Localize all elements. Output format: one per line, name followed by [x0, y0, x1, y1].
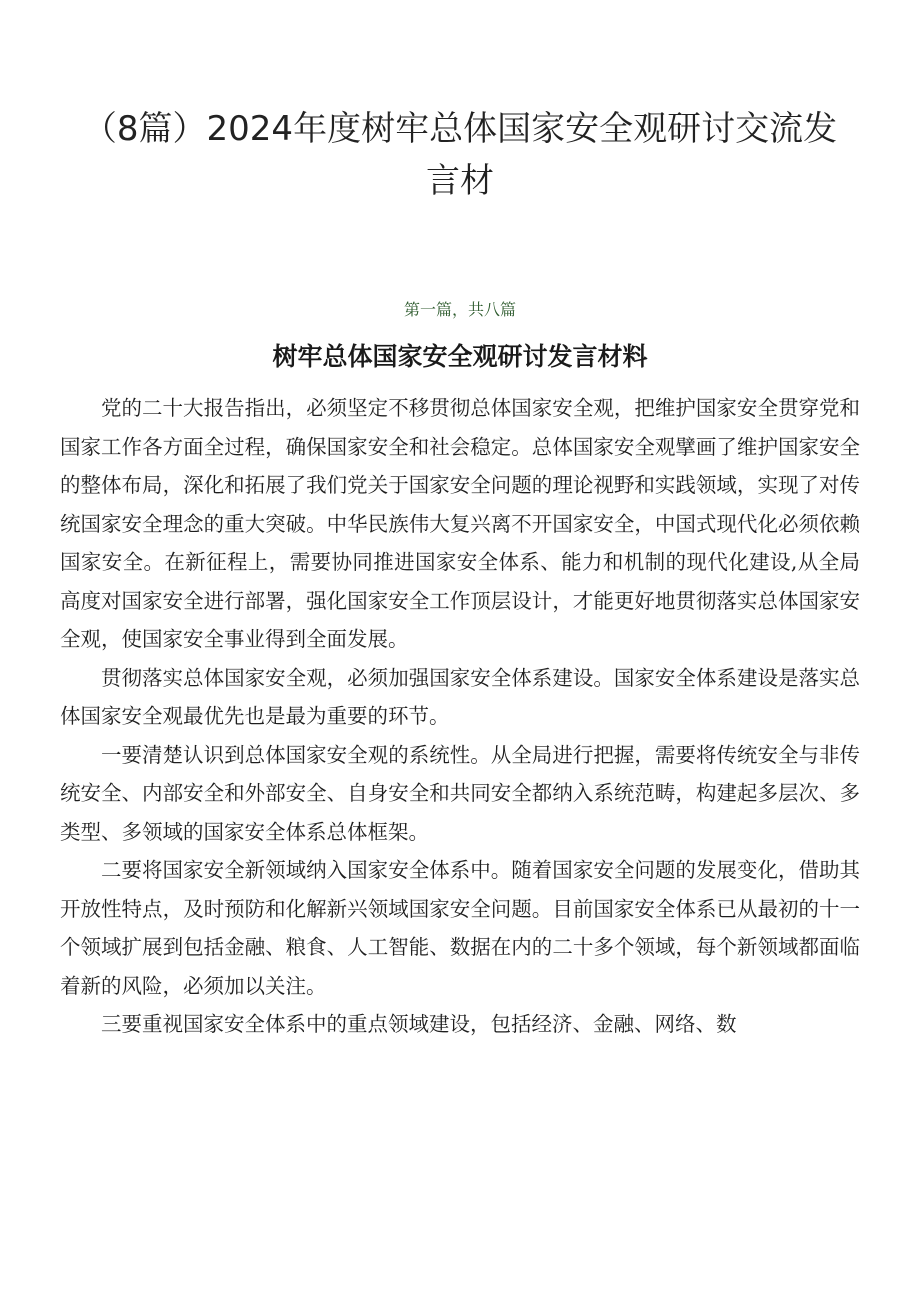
paragraph: 二要将国家安全新领域纳入国家安全体系中。随着国家安全问题的发展变化，借助其开放性特点，及时预防和化解新兴领域国家安全问题。目前国家安全体系已从最初的十一个领域扩展到包括金融、粮食、人工智能、数据在内的二十多个领域，每个新领域都面临着新的风险，必须加以关注。: [60, 858, 860, 998]
part-label: 第一篇，共八篇: [403, 300, 516, 319]
document-body: [60, 389, 860, 1044]
document-title-line2: 言材: [426, 161, 494, 201]
paragraph: 党的二十大报告指出，必须坚定不移贯彻总体国家安全观，把维护国家安全贯穿党和国家工作各方面全过程，确保国家安全和社会稳定。总体国家安全观擘画了维护国家安全的整体布局，深化和拓展了我们党关于国家安全问题的理论视野和实践领域，实现了对传统国家安全理念的重大突破。中华民族伟大复兴离不开国家安全，中国式现代化必须依赖国家安全。在新征程上，需要协同推进国家安全体系、能力和机制的现代化建设,从全局高度对国家安全进行部署，强化国家安全工作顶层设计，才能更好地贯彻落实总体国家安全观，使国家安全事业得到全面发展。: [60, 396, 860, 651]
document-title-line1: （8篇）2024年度树牢总体国家安全观研讨交流发: [82, 109, 838, 149]
paragraph: 三要重视国家安全体系中的重点领域建设，包括经济、金融、网络、数: [101, 1012, 737, 1036]
paragraph: 贯彻落实总体国家安全观，必须加强国家安全体系建设。国家安全体系建设是落实总体国家安全观最优先也是最为重要的环节。: [60, 665, 860, 728]
section-title: 树牢总体国家安全观研讨发言材料: [272, 342, 648, 371]
paragraph: 一要清楚认识到总体国家安全观的系统性。从全局进行把握，需要将传统安全与非传统安全、内部安全和外部安全、自身安全和共同安全都纳入系统范畴，构建起多层次、多类型、多领域的国家安全体系总体框架。: [60, 742, 860, 844]
